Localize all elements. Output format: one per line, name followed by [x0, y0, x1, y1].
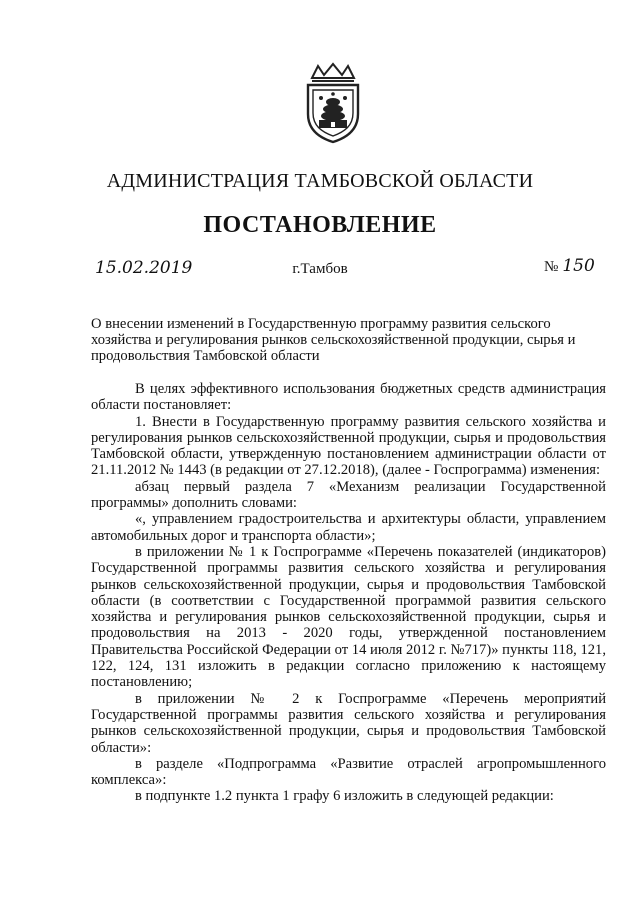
paragraph: «, управлением градостроительства и архитектуры области, управлением автомобильных дорог и транспорта области»;	[91, 511, 606, 544]
paragraph: В целях эффективного использования бюджетных средств администрация области постановляет:	[91, 381, 606, 414]
document-type: ПОСТАНОВЛЕНИЕ	[203, 212, 437, 238]
coat-of-arms-icon	[304, 62, 362, 144]
document-subject: О внесении изменений в Государственную программу развития сельского хозяйства и регулирования рынков сельскохозяйственной продукции, сырья и продовольствия Тамбовской области	[91, 316, 576, 364]
paragraph: абзац первый раздела 7 «Механизм реализации Государственной программы» дополнить словами:	[91, 478, 606, 512]
paragraph: в приложении № 1 к Госпрограмме «Перечень показателей (индикаторов) Государственной программы развития сельского хозяйства и регулирования рынков сельскохозяйственной продукции, сырья и продовольствия Тамбовской области (в соответствии с Государственной программой развития сельского хозяйства и регулирования рынков сельскохозяйственной продукции, сырья и продовольствия на 2013 - 2020 годы, утвержденной постановлением Правительства Российской Федерации от 14 июля 2012 г. №717)» пункты 118, 121, 122, 124, 131 изложить в редакции согласно приложению к настоящему постановлению;	[91, 543, 606, 691]
document-number	[544, 256, 595, 276]
paragraph: в подпункте 1.2 пункта 1 графу 6 изложить в следующей редакции:	[135, 788, 554, 805]
paragraph: 1. Внести в Государственную программу развития сельского хозяйства и регулирования рынков сельскохозяйственной продукции, сырья и продовольствия Тамбовской области, утвержденную постановлением администрации области от 21.11.2012 № 1443 (в редакции от 27.12.2018), (далее - Госпрограмма) изменения:	[91, 413, 606, 479]
document-body	[91, 381, 606, 805]
number-label: №	[544, 259, 559, 275]
number-value: 150	[562, 256, 595, 276]
organization-name: АДМИНИСТРАЦИЯ ТАМБОВСКОЙ ОБЛАСТИ	[106, 170, 534, 192]
paragraph: в приложении № 2 к Госпрограмме «Перечень мероприятий Государственной программы развития сельского хозяйства и регулирования рынков сельскохозяйственной продукции, сырья и продовольствия Тамбовской области»:	[91, 690, 606, 756]
paragraph: в разделе «Подпрограмма «Развитие отраслей агропромышленного комплекса»:	[91, 755, 606, 789]
document-date: 15.02.2019	[95, 258, 193, 278]
document-city: г.Тамбов	[292, 261, 348, 277]
